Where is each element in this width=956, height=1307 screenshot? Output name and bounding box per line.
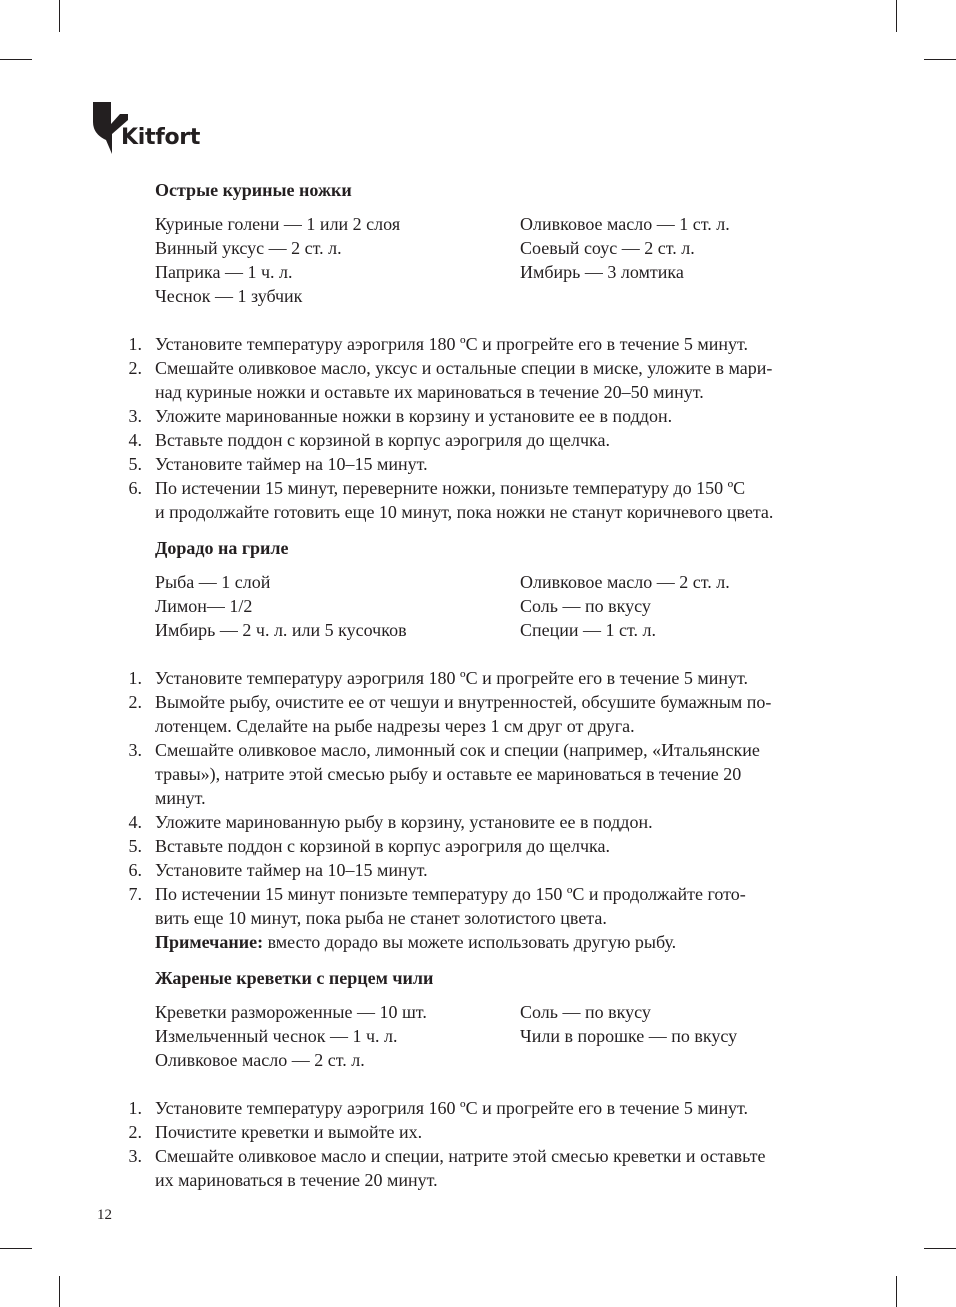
step-item [120,738,860,810]
note-label: Примечание: [155,932,264,952]
ingredient-item: Паприка — 1 ч. л. [155,262,293,282]
ingredients-left [155,570,520,642]
step-text: Установите температуру аэрогриля 160 ºC и прогрейте его в течение 5 минут. [155,1098,749,1118]
step-number: 3. [128,1146,142,1166]
step-text: Установите температуру аэрогриля 180 ºC и прогрейте его в течение 5 минут. [155,334,749,354]
step-number: 5. [128,454,142,474]
ingredient-item: Имбирь — 3 ломтика [520,262,684,282]
ingredient-item: Измельченный чеснок — 1 ч. л. [155,1026,398,1046]
step-text: Установите таймер на 10–15 минут. [155,860,428,880]
step-number: 6. [128,478,142,498]
crop-mark [896,1276,897,1307]
step-text: Установите температуру аэрогриля 180 ºC и прогрейте его в течение 5 минут. [155,668,749,688]
steps-list [120,332,860,524]
brand-logo [92,100,212,156]
crop-mark [59,0,60,32]
step-text: травы»), натрите этой смесью рыбу и оставьте ее мариноваться в течение 20 [155,764,742,784]
ingredient-item: Оливковое масло — 2 ст. л. [520,572,730,592]
recipe-section [120,178,860,524]
ingredient-item: Соевый соус — 2 ст. л. [520,238,695,258]
recipe-section [120,536,860,954]
step-number: 3. [128,406,142,426]
steps-list [120,666,860,954]
step-item [120,666,860,690]
ingredients [155,1000,860,1072]
step-text: и продолжайте готовить еще 10 минут, пока ножки не станут коричневого цвета. [155,502,774,522]
step-item [120,810,860,834]
step-number: 1. [128,668,142,688]
step-number: 4. [128,812,142,832]
step-item [120,452,860,476]
crop-mark [0,1248,32,1249]
ingredient-item: Чеснок — 1 зубчик [155,286,303,306]
step-number: 6. [128,860,142,880]
step-text: вить еще 10 минут, пока рыба не станет золотистого цвета. [155,908,607,928]
step-item [120,404,860,428]
step-text: Смешайте оливковое масло, лимонный сок и специи (например, «Итальянские [155,740,760,760]
step-text: Уложите маринованные ножки в корзину и установите ее в поддон. [155,406,673,426]
ingredients [155,212,860,308]
step-number: 3. [128,740,142,760]
step-number: 2. [128,358,142,378]
step-number: 7. [128,884,142,904]
ingredient-item: Винный уксус — 2 ст. л. [155,238,342,258]
ingredient-item: Оливковое масло — 2 ст. л. [155,1050,365,1070]
steps-list [120,1096,860,1192]
crop-mark [896,0,897,32]
step-text: Смешайте оливковое масло и специи, натрите этой смесью креветки и оставьте [155,1146,766,1166]
step-item [120,356,860,404]
step-number: 5. [128,836,142,856]
ingredient-item: Креветки размороженные — 10 шт. [155,1002,427,1022]
step-item [120,476,860,524]
ingredient-item: Куриные голени — 1 или 2 слоя [155,214,401,234]
ingredients-left [155,1000,520,1072]
ingredient-item: Оливковое масло — 1 ст. л. [520,214,730,234]
ingredients [155,570,860,642]
step-number: 1. [128,1098,142,1118]
step-text: Вымойте рыбу, очистите ее от чешуи и внутренностей, обсушите бумажным по- [155,692,772,712]
step-number: 1. [128,334,142,354]
ingredient-item: Рыба — 1 слой [155,572,271,592]
ingredients-right [520,1000,737,1072]
step-text: Почистите креветки и вымойте их. [155,1122,423,1142]
crop-mark [59,1276,60,1307]
step-text: их мариноваться в течение 20 минут. [155,1170,438,1190]
step-text: Уложите маринованную рыбу в корзину, установите ее в поддон. [155,812,653,832]
ingredient-item: Чили в порошке — по вкусу [520,1026,738,1046]
step-item [120,428,860,452]
step-text: Установите таймер на 10–15 минут. [155,454,428,474]
recipe-title: Дорадо на гриле [155,538,289,558]
step-item [120,882,860,954]
step-item [120,1096,860,1120]
step-text: Вставьте поддон с корзиной в корпус аэрогриля до щелчка. [155,430,611,450]
recipes-content [120,178,860,1192]
step-number: 2. [128,692,142,712]
recipe-section [120,966,860,1192]
page-number: 12 [97,1207,112,1223]
step-text: лотенцем. Сделайте на рыбе надрезы через 1 см друг от друга. [155,716,635,736]
recipe-title: Жареные креветки с перцем чили [155,968,434,988]
ingredients-right [520,570,730,642]
brand-name: Kitfort [121,125,201,150]
crop-mark [924,1248,956,1249]
step-item [120,1120,860,1144]
step-text: По истечении 15 минут понизьте температуру до 150 ºC и продолжайте гото- [155,884,746,904]
crop-mark [0,59,32,60]
ingredients-right [520,212,730,308]
step-item [120,858,860,882]
step-number: 4. [128,430,142,450]
step-item [120,1144,860,1192]
ingredient-item: Лимон— 1/2 [155,596,253,616]
ingredients-left [155,212,520,308]
ingredient-item: Имбирь — 2 ч. л. или 5 кусочков [155,620,407,640]
step-text: минут. [155,788,206,808]
step-text: По истечении 15 минут, переверните ножки, понизьте температуру до 150 ºC [155,478,746,498]
step-text: над куриные ножки и оставьте их мариноваться в течение 20–50 минут. [155,382,704,402]
note-text: вместо дорадо вы можете использовать другую рыбу. [263,932,677,952]
crop-mark [924,59,956,60]
step-item [120,690,860,738]
step-item [120,332,860,356]
step-number: 2. [128,1122,142,1142]
ingredient-item: Соль — по вкусу [520,1002,651,1022]
recipe-title: Острые куриные ножки [155,180,352,200]
ingredient-item: Специи — 1 ст. л. [520,620,657,640]
step-item [120,834,860,858]
step-text: Смешайте оливковое масло, уксус и остальные специи в миске, уложите в мари- [155,358,773,378]
step-text: Вставьте поддон с корзиной в корпус аэрогриля до щелчка. [155,836,611,856]
ingredient-item: Соль — по вкусу [520,596,651,616]
